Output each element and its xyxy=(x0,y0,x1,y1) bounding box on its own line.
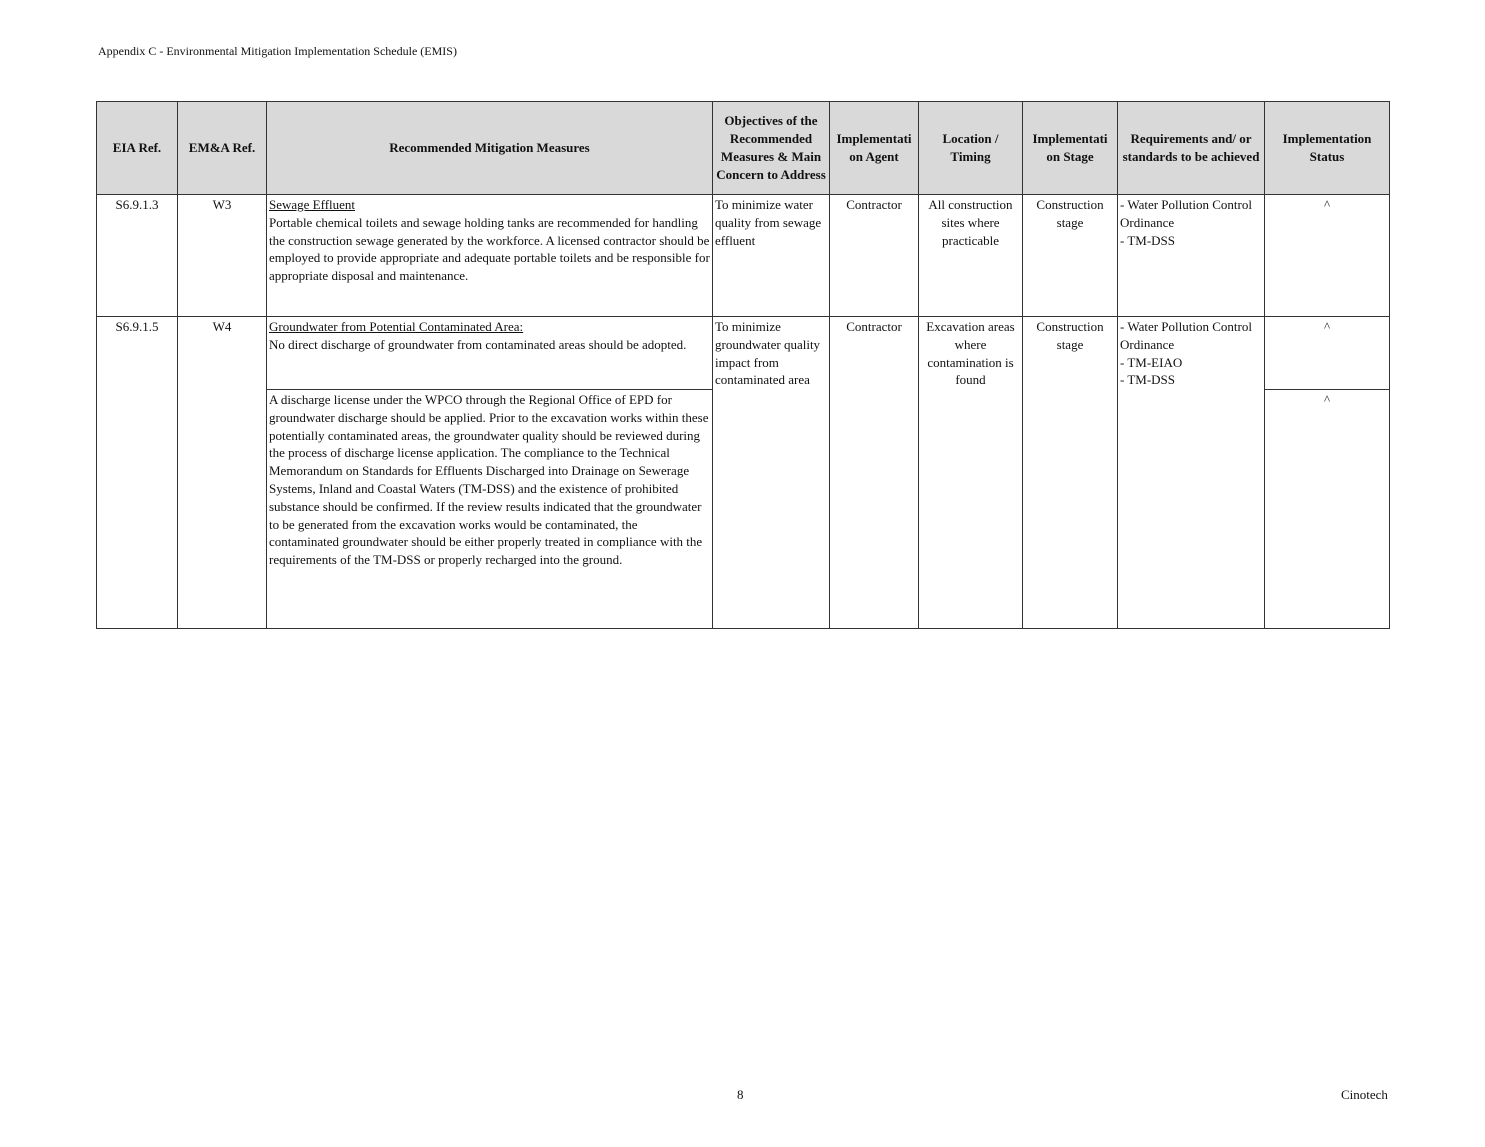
measures-cell xyxy=(267,195,713,317)
requirement-item: - Water Pollution Control Ordinance xyxy=(1120,319,1252,352)
table-header-row xyxy=(97,102,1390,195)
emis-table xyxy=(96,101,1390,629)
objectives-cell: To minimize water quality from sewage effluent xyxy=(713,195,830,317)
header-agent: Implementati on Agent xyxy=(830,102,919,195)
requirements-cell xyxy=(1118,195,1265,317)
ema-ref-cell: W3 xyxy=(178,195,267,317)
header-requirements: Requirements and/ or standards to be achieved xyxy=(1118,102,1265,195)
measure-text: A discharge license under the WPCO through the Regional Office of EPD for groundwater discharge should be applied. Prior to the excavation works within these potentially contaminated areas, the groundwater quality should be reviewed during the process of discharge license application. The compliance to the Technical Memorandum on Standards for Effluents Discharged into Drainage on Sewerage Systems, Inland and Coastal Waters (TM-DSS) and the existence of prohibited substance should be confirmed. If the review results indicated that the groundwater to be generated from the excavation works would be contaminated, the contaminated groundwater should be either properly treated in compliance with the requirements of the TM-DSS or properly recharged into the ground. xyxy=(269,392,709,568)
requirement-item: - TM-EIAO xyxy=(1120,354,1183,370)
header-stage: Implementati on Stage xyxy=(1023,102,1118,195)
page-number: 8 xyxy=(737,1087,744,1102)
header-ema-ref: EM&A Ref. xyxy=(178,102,267,195)
header-objectives: Objectives of the Recommended Measures & Main Concern to Address xyxy=(713,102,830,195)
agent-cell: Contractor xyxy=(830,317,919,629)
table-row xyxy=(97,317,1390,390)
stage-cell: Construction stage xyxy=(1023,195,1118,317)
eia-ref-cell: S6.9.1.3 xyxy=(97,195,178,317)
header-measures: Recommended Mitigation Measures xyxy=(267,102,713,195)
header-eia-ref: EIA Ref. xyxy=(97,102,178,195)
measure-title: Groundwater from Potential Contaminated Area: xyxy=(269,319,524,334)
requirement-item: - TM-DSS xyxy=(1120,232,1176,248)
measure-title: Sewage Effluent xyxy=(269,197,356,212)
ema-ref-cell: W4 xyxy=(178,317,267,629)
stage-cell: Construction stage xyxy=(1023,317,1118,629)
measures-cell xyxy=(267,317,713,390)
agent-cell: Contractor xyxy=(830,195,919,317)
header-location: Location / Timing xyxy=(919,102,1023,195)
measure-text: Portable chemical toilets and sewage holding tanks are recommended for handling the construction sewage generated by the workforce. A licensed contractor should be employed to provide appropriate and adequate portable toilets and be responsible for appropriate disposal and maintenance. xyxy=(269,214,710,284)
measures-cell xyxy=(267,390,713,629)
objectives-cell: To minimize groundwater quality impact from contaminated area xyxy=(713,317,830,629)
location-cell: All construction sites where practicable xyxy=(919,195,1023,317)
company-name: Cinotech xyxy=(1341,1087,1388,1102)
table-row xyxy=(97,195,1390,317)
measure-text: No direct discharge of groundwater from contaminated areas should be adopted. xyxy=(269,336,687,352)
eia-ref-cell: S6.9.1.5 xyxy=(97,317,178,629)
page-title: Appendix C - Environmental Mitigation Implementation Schedule (EMIS) xyxy=(98,44,457,58)
status-cell: ^ xyxy=(1265,390,1390,629)
header-status: Implementation Status xyxy=(1265,102,1390,195)
requirement-item: - Water Pollution Control Ordinance xyxy=(1120,197,1252,230)
location-cell: Excavation areas where contamination is found xyxy=(919,317,1023,629)
requirements-cell xyxy=(1118,317,1265,629)
status-cell: ^ xyxy=(1265,195,1390,317)
status-cell: ^ xyxy=(1265,317,1390,390)
requirement-item: - TM-DSS xyxy=(1120,372,1176,388)
